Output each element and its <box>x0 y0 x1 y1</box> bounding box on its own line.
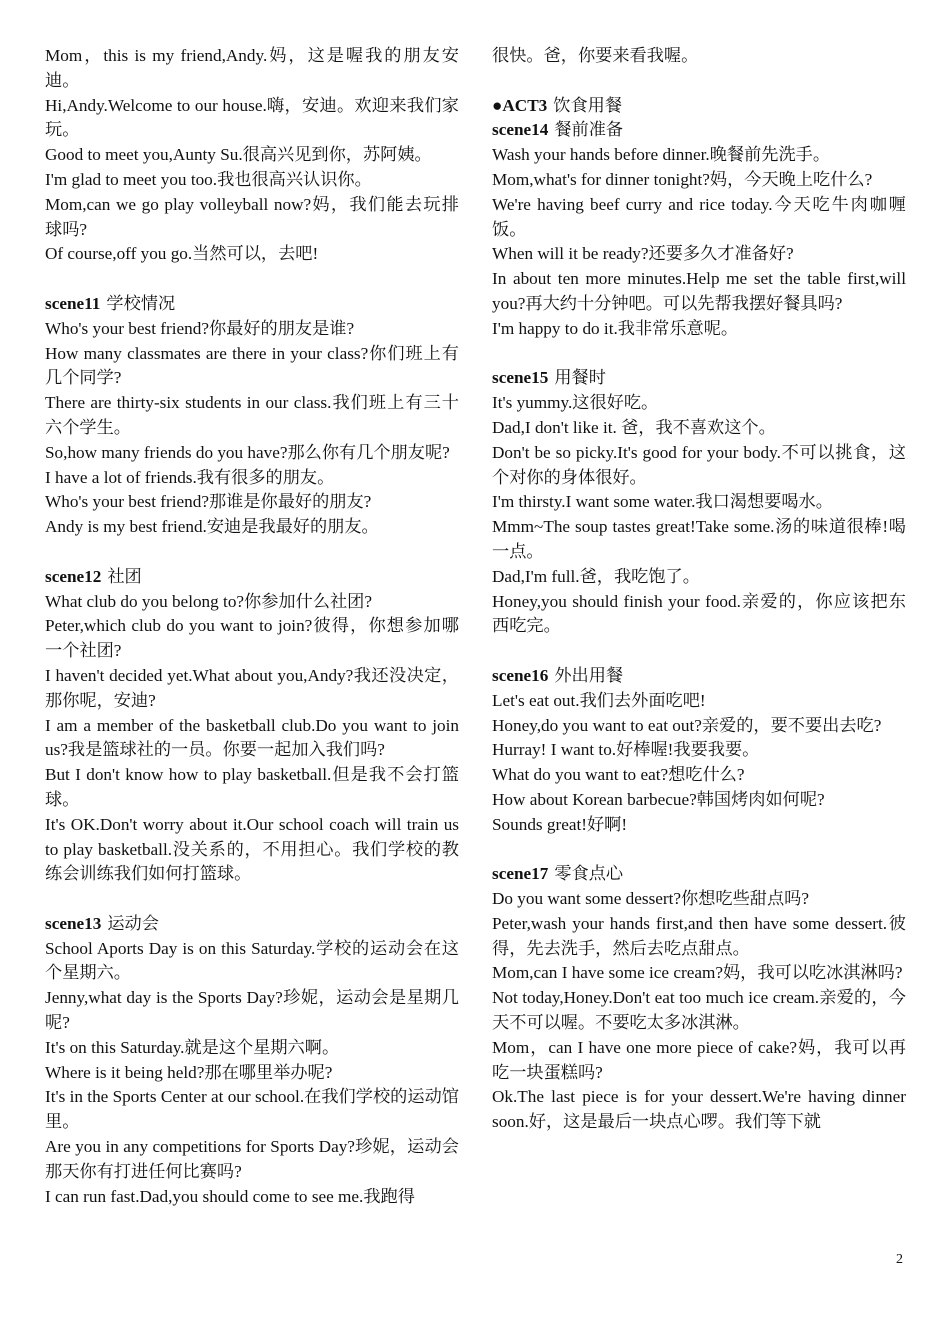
dialogue-line: Mmm~The soup tastes great!Take some.汤的味道很棒!喝一点。 <box>492 517 906 561</box>
dialogue-line: I'm thirsty.I want some water.我口渴想要喝水。 <box>492 492 833 512</box>
dialogue-line: Mom,can I have some ice cream?妈，我可以吃冰淇淋吗? <box>492 963 903 983</box>
dialogue-line: Honey,you should finish your food.亲爱的，你应该把东西吃完。 <box>492 591 906 636</box>
scene-heading <box>492 862 906 887</box>
scene-label: scene11 <box>45 293 101 313</box>
dialogue-line: Who's your best friend?你最好的朋友是谁? <box>45 318 355 338</box>
dialogue-line: Honey,do you want to eat out?亲爱的，要不要出去吃? <box>492 715 882 735</box>
scene-heading <box>492 664 906 689</box>
dialogue-line: Peter,which club do you want to join?彼得，你想参加哪一个社团? <box>45 616 459 661</box>
scene-heading <box>45 912 459 937</box>
dialogue-line: Hi,Andy.Welcome to our house.嗨，安迪。欢迎来我们家玩。 <box>45 95 459 140</box>
dialogue-line: Mom,what's for dinner tonight?妈，今天晚上吃什么? <box>492 169 873 189</box>
page-number: 2 <box>896 1252 903 1267</box>
right-column <box>492 44 906 1135</box>
act-label: ●ACT3 <box>492 95 548 115</box>
dialogue-line: Ok.The last piece is for your dessert.We're having dinner soon.好，这是最后一块点心啰。我们等下就 <box>492 1087 906 1132</box>
dialogue-line: Good to meet you,Aunty Su.很高兴见到你，苏阿姨。 <box>45 145 432 165</box>
paragraph-gap <box>492 639 906 664</box>
heading-title: 运动会 <box>107 913 159 933</box>
dialogue-line: Peter,wash your hands first,and then have some dessert.彼得，先去洗手，然后去吃点甜点。 <box>492 913 906 958</box>
dialogue-line: Do you want some dessert?你想吃些甜点吗? <box>492 889 809 909</box>
dialogue-line: Dad,I'm full.爸，我吃饱了。 <box>492 566 700 586</box>
dialogue-line: We're having beef curry and rice today.今天吃牛肉咖喱饭。 <box>492 194 906 239</box>
dialogue-line: I have a lot of friends.我有很多的朋友。 <box>45 467 335 487</box>
paragraph-gap <box>45 540 459 565</box>
dialogue-line: Don't be so picky.It's good for your body.不可以挑食，这个对你的身体很好。 <box>492 442 906 487</box>
paragraph-gap <box>492 342 906 367</box>
scene-label: scene16 <box>492 665 549 685</box>
paragraph-gap <box>492 838 906 863</box>
paragraph-gap <box>492 69 906 94</box>
heading-title: 用餐时 <box>554 368 606 388</box>
dialogue-line: School Aports Day is on this Saturday.学校的运动会在这个星期六。 <box>45 938 459 983</box>
dialogue-line: How about Korean barbecue?韩国烤肉如何呢? <box>492 789 825 809</box>
scene-label: scene12 <box>45 566 102 586</box>
dialogue-line: What do you want to eat?想吃什么? <box>492 765 745 785</box>
dialogue-line: Sounds great!好啊! <box>492 814 628 834</box>
dialogue-line: So,how many friends do you have?那么你有几个朋友呢? <box>45 442 450 462</box>
dialogue-line: It's in the Sports Center at our school.在我们学校的运动馆里。 <box>45 1087 459 1132</box>
dialogue-line: 很快。爸，你要来看我喔。 <box>492 46 699 65</box>
dialogue-line: It's OK.Don't worry about it.Our school coach will train us to play basketball.没关系的，不用担心。我们学校的教练会训练我们如何打篮球。 <box>45 814 459 884</box>
dialogue-line: Of course,off you go.当然可以，去吧! <box>45 244 319 264</box>
dialogue-line: Hurray! I want to.好棒喔!我要我要。 <box>492 740 760 760</box>
scene-label: scene13 <box>45 913 102 933</box>
paragraph-gap <box>45 887 459 912</box>
dialogue-line: Mom,can we go play volleyball now?妈，我们能去玩排球吗? <box>45 194 459 239</box>
dialogue-line: Jenny,what day is the Sports Day?珍妮，运动会是星期几呢? <box>45 988 459 1033</box>
dialogue-line: How many classmates are there in your class?你们班上有几个同学? <box>45 343 459 388</box>
dialogue-line: Dad,I don't like it. 爸，我不喜欢这个。 <box>492 417 776 437</box>
dialogue-line: Not today,Honey.Don't eat too much ice cream.亲爱的，今天不可以喔。不要吃太多冰淇淋。 <box>492 988 906 1033</box>
left-column <box>45 44 459 1209</box>
paragraph-gap <box>45 267 459 292</box>
heading-title: 饮食用餐 <box>553 95 623 115</box>
scene-label: scene15 <box>492 368 549 388</box>
dialogue-line: Are you in any competitions for Sports Day?珍妮，运动会那天你有打进任何比赛吗? <box>45 1137 459 1181</box>
scene-heading <box>45 565 459 590</box>
dialogue-line: Who's your best friend?那谁是你最好的朋友? <box>45 492 372 512</box>
dialogue-line: In about ten more minutes.Help me set the table first,will you?再大约十分钟吧。可以先帮我摆好餐具吗? <box>492 269 906 313</box>
dialogue-line: Mom，this is my friend,Andy.妈，这是喔我的朋友安迪。 <box>45 46 459 90</box>
dialogue-line: What club do you belong to?你参加什么社团? <box>45 591 372 611</box>
heading-title: 外出用餐 <box>554 665 624 685</box>
dialogue-line: Let's eat out.我们去外面吃吧! <box>492 690 706 710</box>
dialogue-line: I am a member of the basketball club.Do you want to join us?我是篮球社的一员。你要一起加入我们吗? <box>45 715 459 760</box>
scene-heading <box>492 366 906 391</box>
dialogue-line: There are thirty-six students in our class.我们班上有三十六个学生。 <box>45 393 459 437</box>
scene-label: scene17 <box>492 864 549 884</box>
dialogue-line: I'm happy to do it.我非常乐意呢。 <box>492 318 739 338</box>
heading-title: 学校情况 <box>106 293 176 313</box>
dialogue-line: Mom，can I have one more piece of cake?妈，我可以再吃一块蛋糕吗? <box>492 1037 906 1082</box>
heading-title: 零食点心 <box>554 864 624 884</box>
scene-label: scene14 <box>492 120 549 140</box>
dialogue-line: Andy is my best friend.安迪是我最好的朋友。 <box>45 517 379 537</box>
scene-heading <box>45 292 459 317</box>
dialogue-line: But I don't know how to play basketball.但是我不会打篮球。 <box>45 765 459 809</box>
dialogue-line: I haven't decided yet.What about you,Andy?我还没决定，那你呢，安迪? <box>45 665 459 710</box>
heading-title: 餐前准备 <box>554 120 624 140</box>
dialogue-line: It's on this Saturday.就是这个星期六啊。 <box>45 1037 340 1057</box>
dialogue-line: Wash your hands before dinner.晚餐前先洗手。 <box>492 145 831 165</box>
heading-title: 社团 <box>107 566 142 586</box>
dialogue-line: I'm glad to meet you too.我也很高兴认识你。 <box>45 169 372 189</box>
dialogue-line: Where is it being held?那在哪里举办呢? <box>45 1062 333 1082</box>
dialogue-line: When will it be ready?还要多久才准备好? <box>492 244 794 264</box>
dialogue-line: It's yummy.这很好吃。 <box>492 393 659 413</box>
act-heading <box>492 94 906 119</box>
dialogue-line: I can run fast.Dad,you should come to see me.我跑得 <box>45 1186 415 1206</box>
scene-heading <box>492 118 906 143</box>
